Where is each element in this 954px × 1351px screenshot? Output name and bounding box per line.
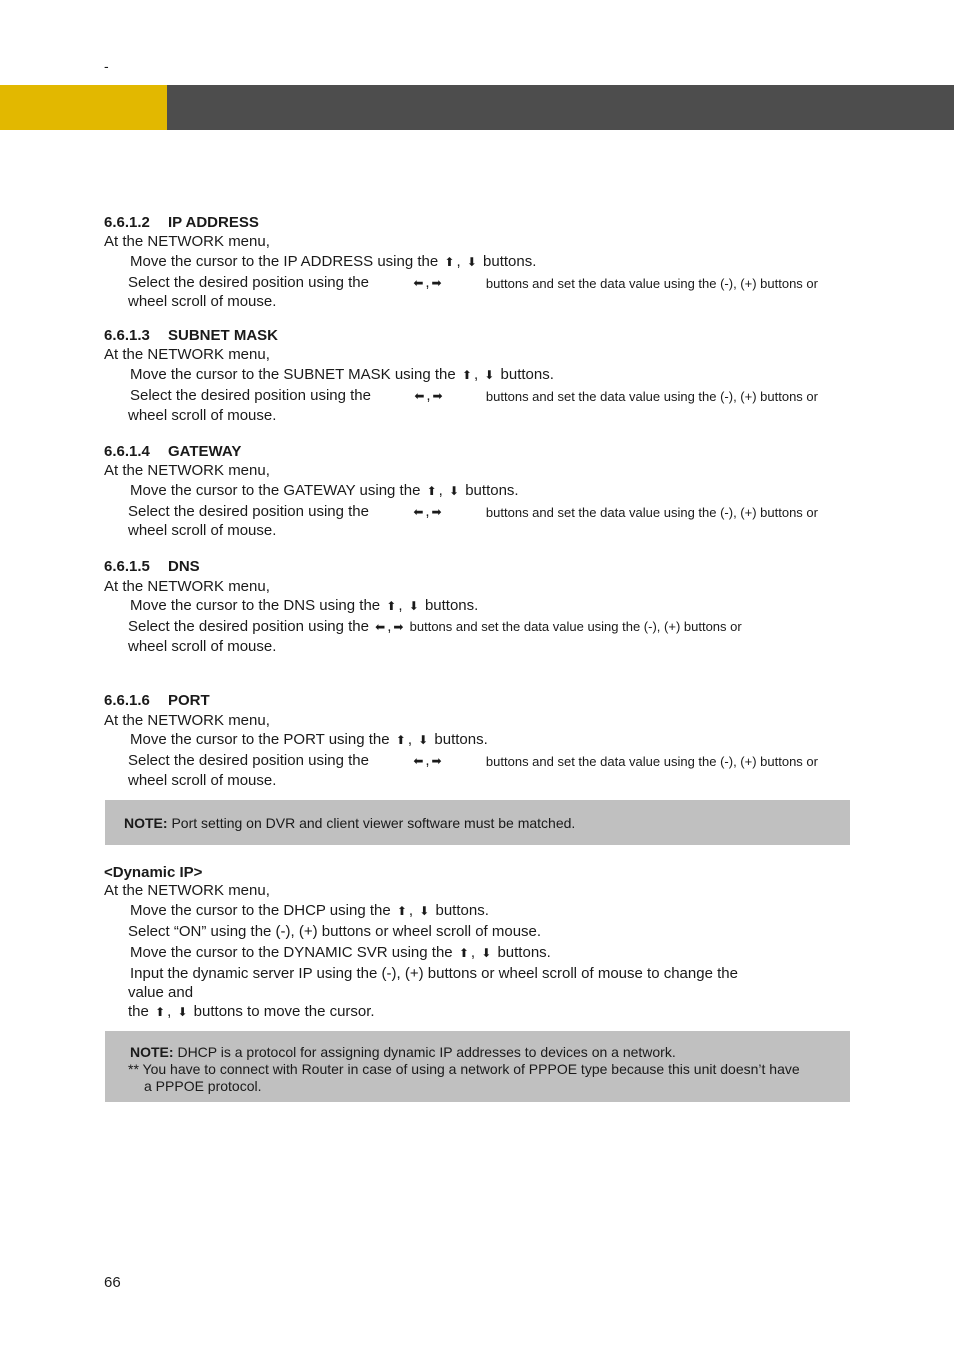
note-text: NOTE: DHCP is a protocol for assigning dynamic IP addresses to devices on a network. <box>130 1044 676 1060</box>
section-intro: At the NETWORK menu, <box>104 346 270 363</box>
up-arrow-icon: ⬆ <box>426 484 437 498</box>
section-heading-port <box>104 692 210 709</box>
move-cursor-line: the ⬆ , ⬇ buttons to move the cursor. <box>128 1003 375 1020</box>
move-cursor-line: Move the cursor to the IP ADDRESS using the ⬆ , ⬇ buttons. <box>130 253 537 270</box>
section-intro: At the NETWORK menu, <box>104 578 270 595</box>
note-label: NOTE: <box>130 1044 174 1060</box>
section-intro: At the NETWORK menu, <box>104 233 270 250</box>
dynamic-svr-line: Move the cursor to the DYNAMIC SVR using the ⬆ , ⬇ buttons. <box>130 944 551 961</box>
page-number: 66 <box>104 1274 121 1291</box>
section-intro: At the NETWORK menu, <box>104 712 270 729</box>
right-arrow-icon: ➡ <box>432 389 443 403</box>
down-arrow-icon: ⬇ <box>448 484 460 498</box>
left-arrow-icon: ⬅ <box>375 620 386 634</box>
select-on-line: Select “ON” using the (-), (+) buttons or wheel scroll of mouse. <box>128 923 542 940</box>
section-number: 6.6.1.3 <box>104 327 150 344</box>
section-heading-gateway <box>104 443 241 460</box>
select-position-line: Select the desired position using the ⬅ , ➡ buttons and set the data value using the (-), (+) buttons or <box>128 618 742 635</box>
section-heading-dns <box>104 558 200 575</box>
note-pppoe-line-continued: a PPPOE protocol. <box>144 1078 262 1094</box>
select-position-line: Select the desired position using the ⬅ , ➡ buttons and set the data value using the (-), (+) buttons or <box>128 503 818 520</box>
move-cursor-line: Move the cursor to the DNS using the ⬆ , ⬇ buttons. <box>130 597 479 614</box>
right-arrow-icon: ➡ <box>431 276 442 290</box>
section-number: 6.6.1.4 <box>104 443 150 460</box>
input-server-ip-line: Input the dynamic server IP using the (-), (+) buttons or wheel scroll of mouse to change the <box>130 965 738 982</box>
section-intro: At the NETWORK menu, <box>104 462 270 479</box>
down-arrow-icon: ⬇ <box>177 1005 188 1019</box>
up-arrow-icon: ⬆ <box>461 368 472 382</box>
move-cursor-line: Move the cursor to the GATEWAY using the ⬆ , ⬇ buttons. <box>130 482 519 499</box>
section-title: IP ADDRESS <box>168 214 259 231</box>
left-arrow-icon: ⬅ <box>414 389 425 403</box>
section-title: GATEWAY <box>168 443 242 460</box>
note-box-dhcp <box>105 1031 850 1102</box>
down-arrow-icon: ⬇ <box>419 904 430 918</box>
section-number: 6.6.1.6 <box>104 692 150 709</box>
header-accent-bar <box>0 85 167 130</box>
select-position-line: Select the desired position using the ⬅ , ➡ buttons and set the data value using the (-), (+) buttons or <box>128 752 818 769</box>
section-title: DNS <box>168 558 200 575</box>
up-arrow-icon: ⬆ <box>444 255 455 269</box>
dynamic-ip-heading: <Dynamic IP> <box>104 864 203 881</box>
up-arrow-icon: ⬆ <box>396 904 407 918</box>
right-arrow-icon: ➡ <box>431 754 442 768</box>
dhcp-line: Move the cursor to the DHCP using the ⬆ , ⬇ buttons. <box>130 902 489 919</box>
header-title-bar <box>167 85 954 130</box>
section-heading-ip-address <box>104 214 259 231</box>
left-arrow-icon: ⬅ <box>413 754 424 768</box>
up-arrow-icon: ⬆ <box>155 1005 166 1019</box>
value-and-line: value and <box>128 984 194 1001</box>
move-cursor-line: Move the cursor to the SUBNET MASK using the ⬆ , ⬇ buttons. <box>130 366 554 383</box>
move-cursor-line: Move the cursor to the PORT using the ⬆ , ⬇ buttons. <box>130 731 488 748</box>
left-arrow-icon: ⬅ <box>413 276 424 290</box>
header-dash: - <box>104 58 109 74</box>
left-arrow-icon: ⬅ <box>413 505 424 519</box>
right-arrow-icon: ➡ <box>431 505 442 519</box>
down-arrow-icon: ⬇ <box>408 599 419 613</box>
wheel-scroll-line: wheel scroll of mouse. <box>128 407 277 424</box>
section-heading-subnet-mask <box>104 327 278 344</box>
wheel-scroll-line: wheel scroll of mouse. <box>128 293 277 310</box>
up-arrow-icon: ⬆ <box>458 946 469 960</box>
note-pppoe-line: ** You have to connect with Router in case of using a network of PPPOE type because this unit doesn’t have <box>128 1061 800 1077</box>
down-arrow-icon: ⬇ <box>481 946 492 960</box>
section-number: 6.6.1.5 <box>104 558 150 575</box>
note-box-port <box>105 800 850 845</box>
down-arrow-icon: ⬇ <box>466 255 477 269</box>
right-arrow-icon: ➡ <box>393 620 404 634</box>
note-label: NOTE: <box>124 815 168 831</box>
section-title: SUBNET MASK <box>168 327 279 344</box>
select-position-line: Select the desired position using the ⬅ , ➡ buttons and set the data value using the (-), (+) buttons or <box>130 387 818 404</box>
section-number: 6.6.1.2 <box>104 214 150 231</box>
up-arrow-icon: ⬆ <box>395 733 406 747</box>
section-intro: At the NETWORK menu, <box>104 882 270 899</box>
up-arrow-icon: ⬆ <box>386 599 397 613</box>
section-title: PORT <box>168 692 210 709</box>
select-position-line: Select the desired position using the ⬅ , ➡ buttons and set the data value using the (-), (+) buttons or <box>128 274 818 291</box>
wheel-scroll-line: wheel scroll of mouse. <box>128 638 277 655</box>
wheel-scroll-line: wheel scroll of mouse. <box>128 522 277 539</box>
down-arrow-icon: ⬇ <box>484 368 495 382</box>
down-arrow-icon: ⬇ <box>418 733 429 747</box>
note-text: NOTE: Port setting on DVR and client viewer software must be matched. <box>124 815 576 831</box>
wheel-scroll-line: wheel scroll of mouse. <box>128 772 277 789</box>
